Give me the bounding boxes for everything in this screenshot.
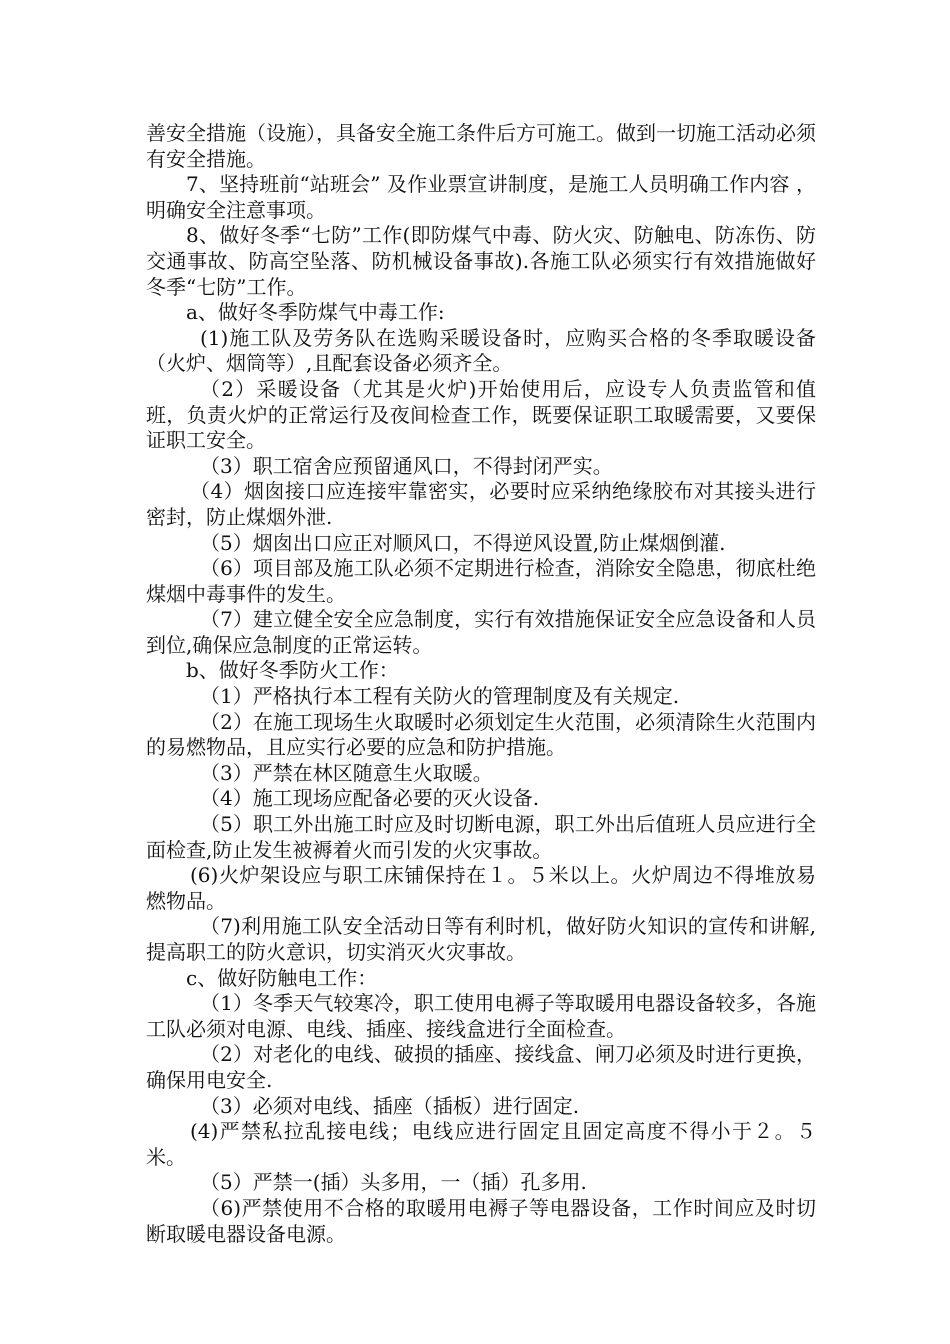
document-body: [146, 121, 816, 1247]
paragraph: (4)严禁私拉乱接电线；电线应进行固定且固定高度不得小于２。５米。: [146, 1119, 816, 1169]
paragraph: （6)严禁使用不合格的取暖用电褥子等电器设备，工作时间应及时切断取暖电器设备电源。: [146, 1195, 816, 1246]
paragraph: （5）严禁一(插）头多用，一（插）孔多用.: [200, 1170, 587, 1195]
paragraph: c、做好防触电工作：: [186, 965, 378, 990]
paragraph: 8、做好冬季“七防”工作(即防煤气中毒、防火灾、防触电、防冻伤、防交通事故、防高空坠落、防机械设备事故).各施工队必须实行有效措施做好冬季“七防”工作。: [146, 223, 816, 299]
paragraph: b、做好冬季防火工作：: [186, 658, 399, 683]
paragraph: （2）对老化的电线、破损的插座、接线盒、闸刀必须及时进行更换，确保用电安全.: [146, 1042, 816, 1092]
paragraph: a、做好冬季防煤气中毒工作:: [186, 300, 445, 325]
paragraph: (6)火炉架设应与职工床铺保持在１。５米以上。火炉周边不得堆放易燃物品。: [146, 863, 816, 913]
paragraph: （2）采暖设备（尤其是火炉)开始使用后，应设专人负责监管和值班，负责火炉的正常运行及夜间检查工作，既要保证职工取暖需要，又要保证职工安全。: [146, 376, 816, 453]
paragraph: 善安全措施（设施），具备安全施工条件后方可施工。做到一切施工活动必须有安全措施。: [146, 121, 816, 171]
paragraph: （3）职工宿舍应预留通风口，不得封闭严实。: [200, 453, 613, 478]
paragraph: (1)施工队及劳务队在选购采暖设备时，应购买合格的冬季取暖设备（火炉、烟筒等）,且配套设备必须齐全。: [146, 325, 816, 376]
paragraph: （4）烟囱接口应连接牢靠密实，必要时应采纳绝缘胶布对其接头进行密封，防止煤烟外泄.: [146, 479, 816, 529]
paragraph: （6）项目部及施工队必须不定期进行检查，消除安全隐患，彻底杜绝煤烟中毒事件的发生。: [146, 556, 816, 606]
paragraph: （3）必须对电线、插座（插板）进行固定.: [200, 1093, 580, 1118]
paragraph: （4）施工现场应配备必要的灭火设备.: [200, 786, 540, 811]
paragraph: （3）严禁在林区随意生火取暖。: [200, 760, 493, 785]
paragraph: （1）冬季天气较寒冷，职工使用电褥子等取暖用电器设备较多，各施工队必须对电源、电线、插座、接线盒进行全面检查。: [146, 991, 816, 1041]
paragraph: （5）职工外出施工时应及时切断电源，职工外出后值班人员应进行全面检查,防止发生被褥着火而引发的火灾事故。: [146, 812, 816, 862]
paragraph: （7)利用施工队安全活动日等有利时机，做好防火知识的宣传和讲解,提高职工的防火意识，切实消灭火灾事故。: [146, 914, 816, 964]
paragraph: （2）在施工现场生火取暖时必须划定生火范围，必须清除生火范围内的易燃物品，且应实行必要的应急和防护措施。: [146, 709, 816, 760]
paragraph: （1）严格执行本工程有关防火的管理制度及有关规定.: [200, 684, 680, 709]
paragraph: （7）建立健全安全应急制度，实行有效措施保证安全应急设备和人员到位,确保应急制度的正常运转。: [146, 607, 816, 657]
paragraph: 7、坚持班前“站班会” 及作业票宣讲制度，是施工人员明确工作内容 ，明确安全注意事项。: [146, 172, 816, 222]
paragraph: （5）烟囱出口应正对顺风口，不得逆风设置,防止煤烟倒灌.: [200, 530, 726, 555]
